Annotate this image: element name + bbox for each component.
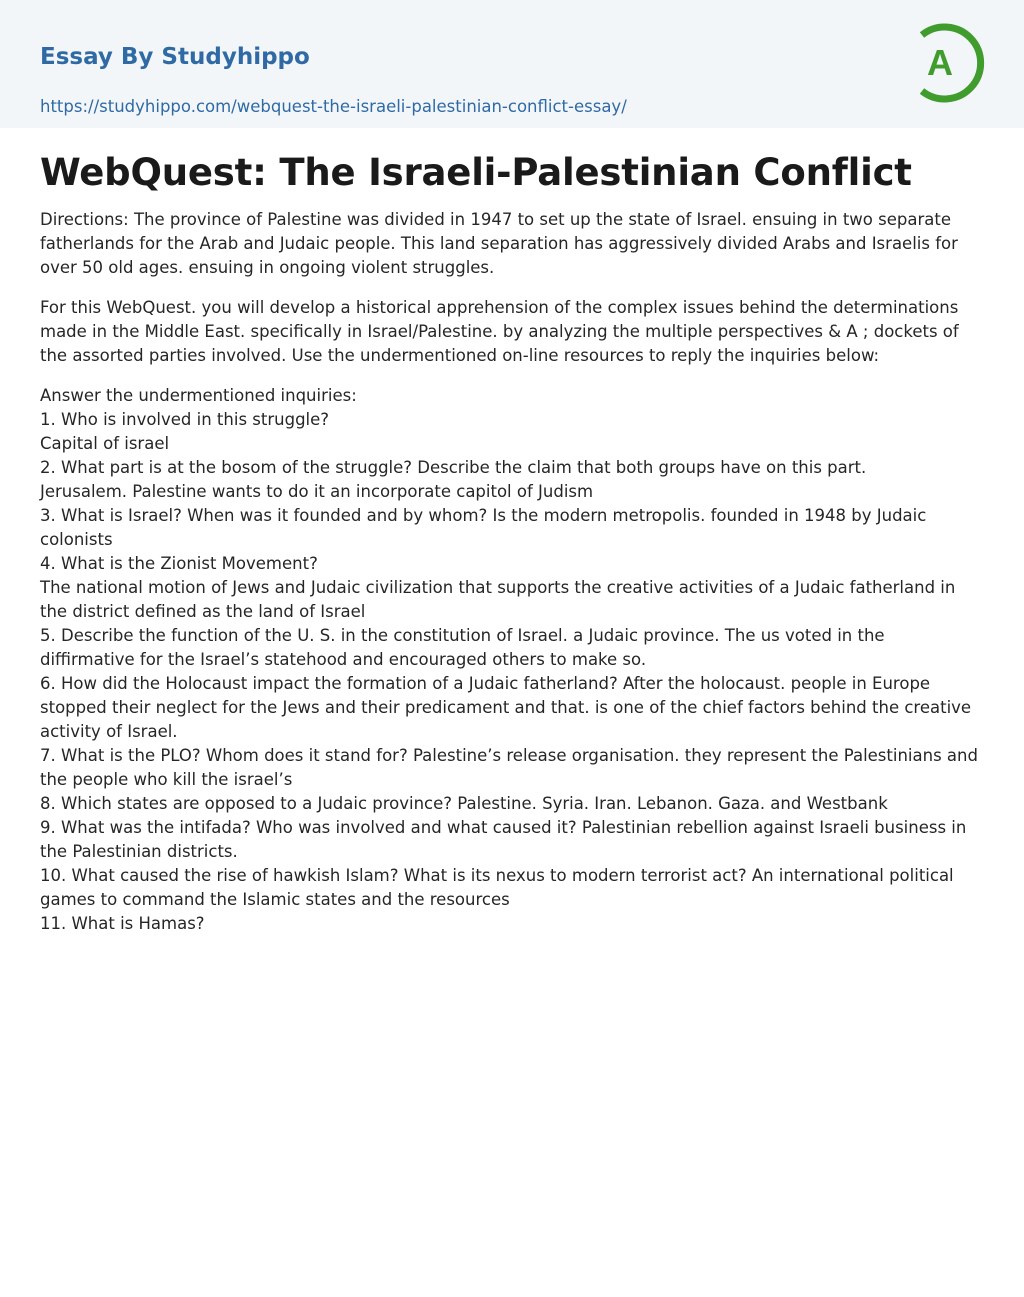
directions-paragraph: Directions: The province of Palestine was divided in 1947 to set up the state of Israel. ensuing in two separate fatherlands for the Arab and Judaic people. This land separation has aggressively divided Arabs and Israelis for over 50 old ages. ensuing in ongoing violent struggles. [40,210,958,277]
question-10: 10. What caused the rise of hawkish Islam? What is its nexus to modern terrorist act? An international political games to command the Islamic states and the resources [40,866,954,909]
answer-2: Jerusalem. Palestine wants to do it an incorporate capitol of Judism [40,482,594,501]
qa-block [40,384,984,936]
site-title[interactable]: Essay By Studyhippo [40,44,310,70]
source-url-link[interactable]: https://studyhippo.com/webquest-the-israeli-palestinian-conflict-essay/ [40,97,627,116]
question-5: 5. Describe the function of the U. S. in the constitution of Israel. a Judaic province. The us voted in the diffirmative for the Israel’s statehood and encouraged others to make so. [40,626,885,669]
question-3: 3. What is Israel? When was it founded and by whom? Is the modern metropolis. founded in 1948 by Judaic colonists [40,506,927,549]
studyhippo-logo-icon[interactable] [910,18,988,108]
question-11: 11. What is Hamas? [40,914,205,933]
answer-4: The national motion of Jews and Judaic civilization that supports the creative activities of a Judaic fatherland in the district defined as the land of Israel [40,578,956,621]
question-9: 9. What was the intifada? Who was involved and what caused it? Palestinian rebellion against Israeli business in the Palestinian districts. [40,818,967,861]
question-4: 4. What is the Zionist Movement? [40,554,318,573]
question-1: 1. Who is involved in this struggle? [40,410,330,429]
question-6: 6. How did the Holocaust impact the formation of a Judaic fatherland? After the holocaust. people in Europe stopped their neglect for the Jews and their predicament and that. is one of the chief factors behind the creative activity of Israel. [40,674,972,741]
logo-letter: A [927,42,953,83]
question-7: 7. What is the PLO? Whom does it stand for? Palestine’s release organisation. they represent the Palestinians and the people who kill the israel’s [40,746,978,789]
intro-paragraph: For this WebQuest. you will develop a historical apprehension of the complex issues behind the determinations made in the Middle East. specifically in Israel/Palestine. by analyzing the multiple perspectives & A ; dockets of the assorted parties involved. Use the undermentioned on-line resources to reply the inquiries below: [40,298,959,365]
site-header [0,0,1024,128]
question-2: 2. What part is at the bosom of the struggle? Describe the claim that both groups have on this part. [40,458,867,477]
answer-1: Capital of israel [40,434,170,453]
question-8: 8. Which states are opposed to a Judaic province? Palestine. Syria. Iran. Lebanon. Gaza. and Westbank [40,794,888,813]
qa-heading: Answer the undermentioned inquiries: [40,386,357,405]
page-title: WebQuest: The Israeli-Palestinian Conflict [40,151,912,194]
essay-content [0,128,1024,936]
